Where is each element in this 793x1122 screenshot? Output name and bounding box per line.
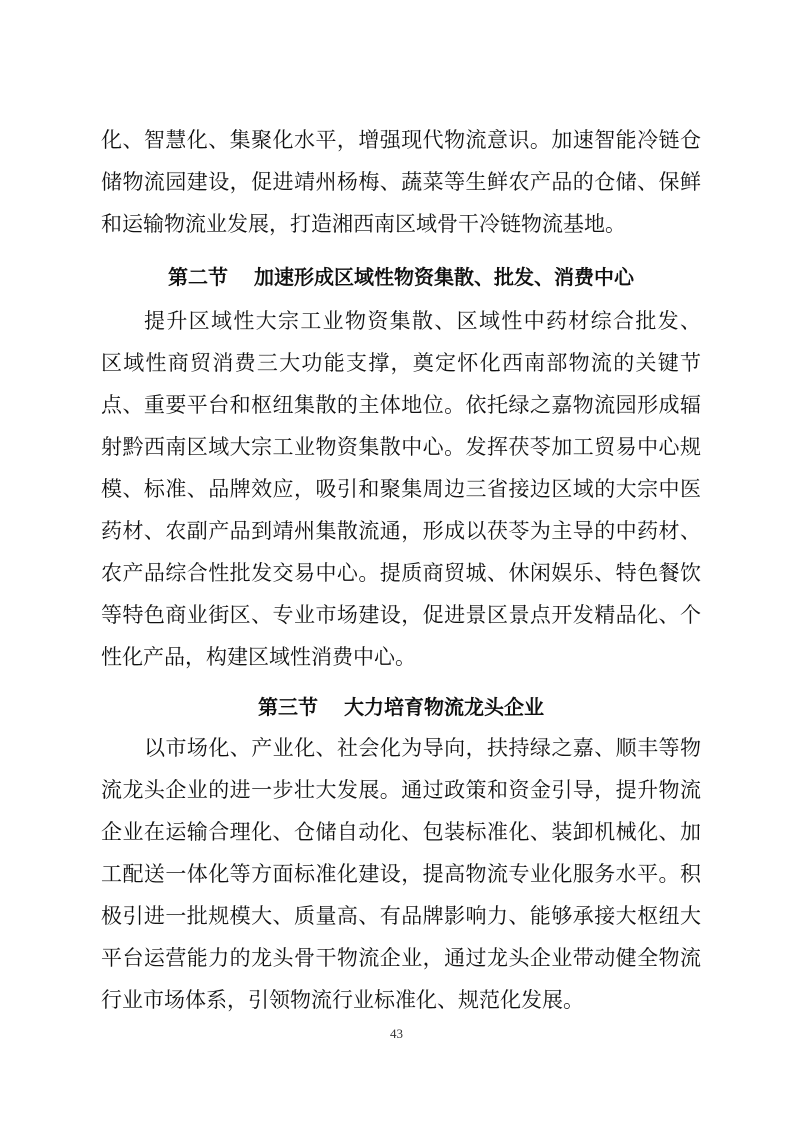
section2-line-4: 射黔西南区域大宗工业物资集散中心。发挥茯苓加工贸易中心规	[101, 435, 701, 459]
section2-line-9: 性化产品，构建区域性消费中心。	[101, 645, 416, 669]
section3-line-1: 以市场化、产业化、社会化为导向，扶持绿之嘉、顺丰等物	[144, 736, 701, 760]
section3-number: 第三节	[258, 695, 318, 719]
para1-line-1: 化、智慧化、集聚化水平，增强现代物流意识。加速智能冷链仓	[101, 128, 701, 152]
section3-line-2: 流龙头企业的进一步壮大发展。通过政策和资金引导，提升物流	[101, 778, 701, 802]
section3-line-4: 工配送一体化等方面标准化建设，提高物流专业化服务水平。积	[101, 862, 701, 886]
section2-line-7: 农产品综合性批发交易中心。提质商贸城、休闲娱乐、特色餐饮	[101, 561, 701, 585]
section2-title: 加速形成区域性物资集散、批发、消费中心	[254, 265, 634, 289]
section2-heading	[101, 256, 701, 298]
section3-title: 大力培育物流龙头企业	[344, 695, 544, 719]
section2-line-2: 区域性商贸消费三大功能支撑，奠定怀化西南部物流的关键节	[101, 351, 701, 375]
para1-line-3: 和运输物流业发展，打造湘西南区域骨干冷链物流基地。	[101, 212, 626, 236]
section3-line-7: 行业市场体系，引领物流行业标准化、规范化发展。	[101, 988, 584, 1012]
section2-line-1: 提升区域性大宗工业物资集散、区域性中药材综合批发、	[144, 309, 701, 333]
section2-number: 第二节	[168, 265, 228, 289]
section3-heading	[101, 686, 701, 728]
section2-line-8: 等特色商业街区、专业市场建设，促进景区景点开发精品化、个	[101, 603, 701, 627]
section3-line-5: 极引进一批规模大、质量高、有品牌影响力、能够承接大枢纽大	[101, 904, 701, 928]
section2-line-5: 模、标准、品牌效应，吸引和聚集周边三省接边区域的大宗中医	[101, 477, 701, 501]
para1-line-2: 储物流园建设，促进靖州杨梅、蔬菜等生鲜农产品的仓储、保鲜	[101, 170, 701, 194]
section2-line-6: 药材、农副产品到靖州集散流通，形成以茯苓为主导的中药材、	[101, 519, 701, 543]
page-number: 43	[390, 1026, 403, 1041]
section3-line-3: 企业在运输合理化、仓储自动化、包装标准化、装卸机械化、加	[101, 820, 701, 844]
section2-line-3: 点、重要平台和枢纽集散的主体地位。依托绿之嘉物流园形成辐	[101, 393, 701, 417]
section3-line-6: 平台运营能力的龙头骨干物流企业，通过龙头企业带动健全物流	[101, 946, 701, 970]
